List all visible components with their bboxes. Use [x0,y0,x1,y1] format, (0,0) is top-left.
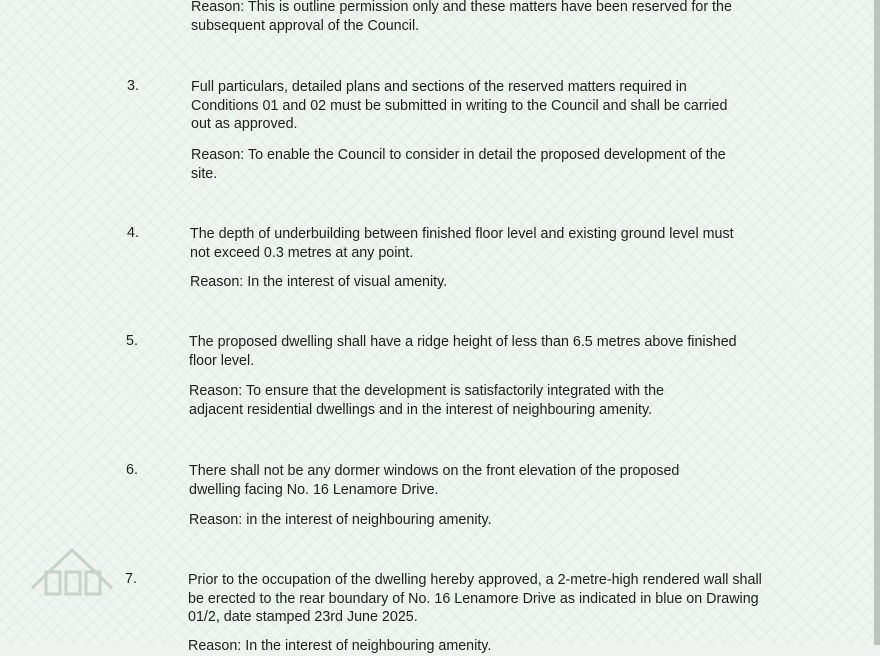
condition-7-reason: Reason: In the interest of neighbouring amenity. [188,638,492,654]
condition-7-text: Prior to the occupation of the dwelling hereby approved, a 2-metre-high rendered wall shall be erected to the rear boundary of No. 16 Lenamore Drive as indicated in blue on Drawing 01/2, date stamped 23rd June 2025. [188,572,762,625]
condition-3-number: 3. [127,78,139,94]
condition-5-number: 5. [126,333,138,349]
condition-6-text: There shall not be any dormer windows on the front elevation of the proposed dwelling facing No. 16 Lenamore Drive. [189,463,680,498]
condition-6-reason: Reason: in the interest of neighbouring amenity. [189,512,492,528]
watermark-logo-icon [22,538,122,600]
condition-5-reason: Reason: To ensure that the development is satisfactorily integrated with the adjacent residential dwellings and in the interest of neighbouring amenity. [189,383,664,418]
condition-7-number: 7. [125,571,137,587]
condition-2-reason: Reason: This is outline permission only and these matters have been reserved for the subsequent approval of the Council. [191,0,732,34]
condition-6-number: 6. [126,462,138,478]
condition-4-number: 4. [127,225,139,241]
condition-4-text: The depth of underbuilding between finished floor level and existing ground level must not exceed 0.3 metres at any point. [190,226,734,261]
condition-3-text: Full particulars, detailed plans and sections of the reserved matters required in Conditions 01 and 02 must be submitted in writing to the Council and shall be carried out as approved. [191,79,728,132]
page-edge [874,0,880,645]
condition-4-reason: Reason: In the interest of visual amenity. [190,274,448,290]
condition-3-reason: Reason: To enable the Council to consider in detail the proposed development of the site. [191,147,726,182]
condition-5-text: The proposed dwelling shall have a ridge height of less than 6.5 metres above finished floor level. [189,334,737,369]
